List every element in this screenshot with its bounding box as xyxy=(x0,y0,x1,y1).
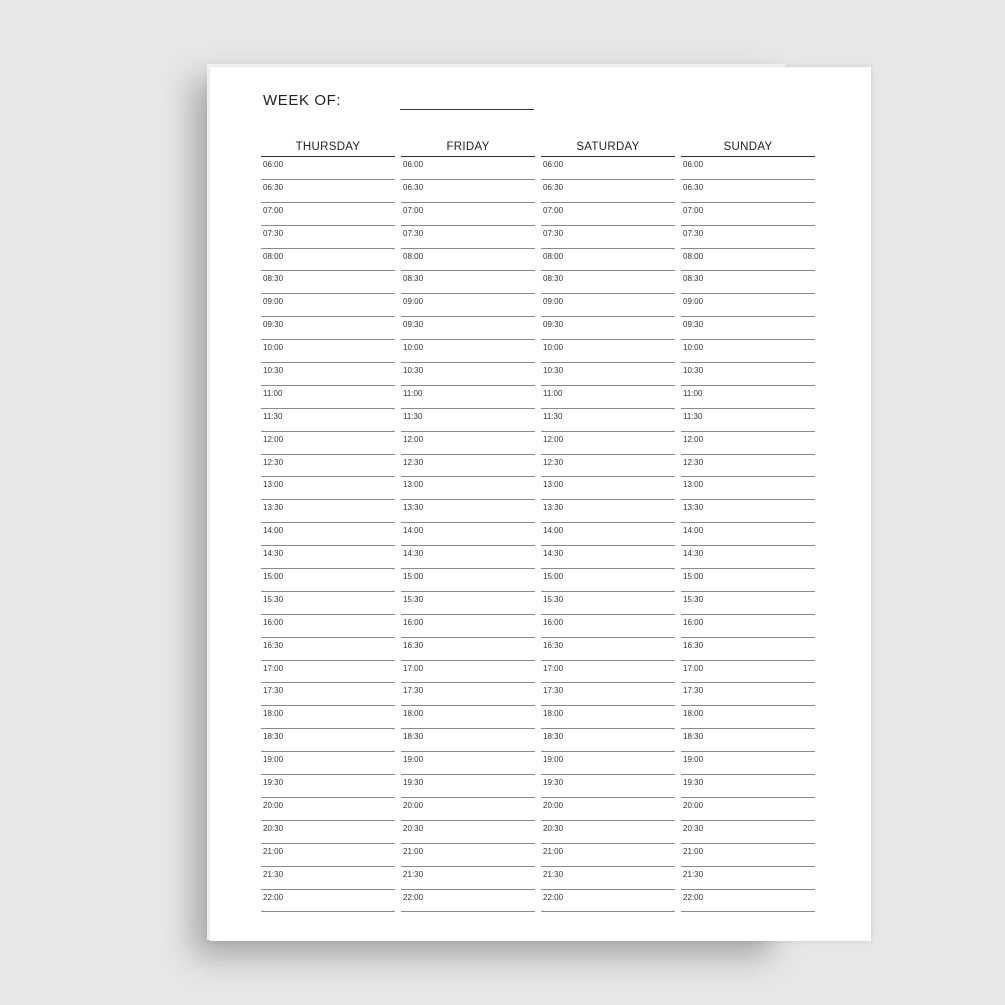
time-label: 09:30 xyxy=(263,320,284,330)
time-slot[interactable] xyxy=(681,638,815,661)
time-label: 08:30 xyxy=(543,274,564,284)
time-label: 12:00 xyxy=(543,434,564,444)
time-slot[interactable] xyxy=(401,477,535,500)
time-label: 19:30 xyxy=(263,778,284,788)
time-slot[interactable] xyxy=(681,340,815,363)
time-slot[interactable] xyxy=(541,363,675,386)
time-label: 11:00 xyxy=(263,388,283,398)
time-slot[interactable] xyxy=(401,752,535,775)
time-label: 07:30 xyxy=(263,228,284,238)
time-slot[interactable] xyxy=(261,752,395,775)
time-label: 16:00 xyxy=(263,617,284,627)
time-label: 20:30 xyxy=(263,823,284,833)
time-slot[interactable] xyxy=(541,638,675,661)
time-slot[interactable] xyxy=(541,867,675,890)
time-slot[interactable] xyxy=(681,683,815,706)
time-slot[interactable] xyxy=(261,523,395,546)
time-label: 08:00 xyxy=(543,251,564,261)
time-slots xyxy=(261,157,395,912)
time-slot[interactable] xyxy=(401,203,535,226)
time-label: 11:30 xyxy=(683,411,703,421)
time-label: 11:30 xyxy=(403,411,423,421)
time-label: 15:30 xyxy=(403,594,424,604)
time-label: 10:30 xyxy=(403,366,424,376)
time-slot[interactable] xyxy=(541,729,675,752)
time-slot[interactable] xyxy=(401,226,535,249)
time-slot[interactable] xyxy=(541,249,675,272)
time-slot[interactable] xyxy=(401,729,535,752)
time-slot[interactable] xyxy=(401,409,535,432)
time-slot[interactable] xyxy=(261,180,395,203)
time-label: 11:30 xyxy=(263,411,283,421)
time-label: 10:30 xyxy=(263,366,284,376)
time-label: 07:00 xyxy=(683,205,704,215)
time-label: 14:30 xyxy=(403,549,424,559)
time-label: 09:00 xyxy=(683,297,704,307)
day-header: THURSDAY xyxy=(261,139,395,157)
time-label: 10:00 xyxy=(543,343,564,353)
time-label: 16:30 xyxy=(263,640,284,650)
time-label: 21:30 xyxy=(403,869,424,879)
time-slot[interactable] xyxy=(401,615,535,638)
day-column-friday xyxy=(401,139,535,912)
time-slot[interactable] xyxy=(681,615,815,638)
time-slot[interactable] xyxy=(541,500,675,523)
time-slot[interactable] xyxy=(261,271,395,294)
time-slot[interactable] xyxy=(261,500,395,523)
time-label: 14:30 xyxy=(683,549,704,559)
time-label: 19:30 xyxy=(543,778,564,788)
time-slot[interactable] xyxy=(401,661,535,684)
time-slot[interactable] xyxy=(681,249,815,272)
time-label: 20:00 xyxy=(263,800,284,810)
time-label: 19:00 xyxy=(403,755,424,765)
time-label: 14:30 xyxy=(543,549,564,559)
time-slot[interactable] xyxy=(541,775,675,798)
time-slot[interactable] xyxy=(541,432,675,455)
time-slot[interactable] xyxy=(261,203,395,226)
time-label: 17:00 xyxy=(543,663,564,673)
time-slot[interactable] xyxy=(261,249,395,272)
time-slot[interactable] xyxy=(261,706,395,729)
time-label: 18:30 xyxy=(263,732,284,742)
time-label: 06:30 xyxy=(403,182,424,192)
time-label: 17:00 xyxy=(263,663,284,673)
time-slot[interactable] xyxy=(261,340,395,363)
time-slot[interactable] xyxy=(401,340,535,363)
time-slot[interactable] xyxy=(401,500,535,523)
time-slot[interactable] xyxy=(261,775,395,798)
time-label: 20:30 xyxy=(403,823,424,833)
time-slot[interactable] xyxy=(261,409,395,432)
time-label: 18:00 xyxy=(543,709,564,719)
time-label: 15:00 xyxy=(403,572,424,582)
time-label: 07:30 xyxy=(543,228,564,238)
time-slot[interactable] xyxy=(681,455,815,478)
time-slot[interactable] xyxy=(261,661,395,684)
time-label: 13:30 xyxy=(263,503,284,513)
time-slot[interactable] xyxy=(261,455,395,478)
time-label: 14:00 xyxy=(543,526,564,536)
time-label: 18:00 xyxy=(403,709,424,719)
time-label: 08:30 xyxy=(403,274,424,284)
time-label: 16:00 xyxy=(543,617,564,627)
time-slot[interactable] xyxy=(261,729,395,752)
day-column-thursday xyxy=(261,139,395,912)
time-label: 07:30 xyxy=(403,228,424,238)
time-slot[interactable] xyxy=(541,546,675,569)
time-slot[interactable] xyxy=(401,890,535,913)
time-label: 21:30 xyxy=(263,869,284,879)
time-label: 19:00 xyxy=(683,755,704,765)
time-slot[interactable] xyxy=(541,798,675,821)
time-label: 15:30 xyxy=(263,594,284,604)
time-slot[interactable] xyxy=(681,180,815,203)
time-label: 15:00 xyxy=(683,572,704,582)
time-label: 10:30 xyxy=(543,366,564,376)
time-slot[interactable] xyxy=(681,386,815,409)
time-label: 21:30 xyxy=(543,869,564,879)
time-slots xyxy=(681,157,815,912)
time-label: 07:00 xyxy=(543,205,564,215)
time-slot[interactable] xyxy=(681,867,815,890)
planner-page xyxy=(210,67,871,941)
time-label: 09:30 xyxy=(683,320,704,330)
time-label: 18:30 xyxy=(403,732,424,742)
time-slot[interactable] xyxy=(681,523,815,546)
time-label: 22:00 xyxy=(683,892,704,902)
time-slot[interactable] xyxy=(261,592,395,615)
time-slot[interactable] xyxy=(681,432,815,455)
time-slot[interactable] xyxy=(401,844,535,867)
time-label: 20:00 xyxy=(403,800,424,810)
time-label: 12:00 xyxy=(683,434,704,444)
time-slot[interactable] xyxy=(401,592,535,615)
time-label: 08:00 xyxy=(263,251,284,261)
time-slot[interactable] xyxy=(261,477,395,500)
time-label: 22:00 xyxy=(543,892,564,902)
time-label: 09:00 xyxy=(543,297,564,307)
time-label: 11:00 xyxy=(543,388,563,398)
time-slot[interactable] xyxy=(261,615,395,638)
time-slot[interactable] xyxy=(541,661,675,684)
time-label: 21:30 xyxy=(683,869,704,879)
time-slot[interactable] xyxy=(401,821,535,844)
time-slot[interactable] xyxy=(541,569,675,592)
time-label: 19:00 xyxy=(543,755,564,765)
time-label: 21:00 xyxy=(543,846,564,856)
time-slot[interactable] xyxy=(541,386,675,409)
time-slot[interactable] xyxy=(401,523,535,546)
time-slot[interactable] xyxy=(261,294,395,317)
time-label: 11:00 xyxy=(403,388,423,398)
time-label: 12:00 xyxy=(403,434,424,444)
time-slot[interactable] xyxy=(541,615,675,638)
time-slot[interactable] xyxy=(681,363,815,386)
time-slot[interactable] xyxy=(681,546,815,569)
time-slot[interactable] xyxy=(401,386,535,409)
time-label: 13:00 xyxy=(263,480,284,490)
time-label: 15:30 xyxy=(543,594,564,604)
time-label: 12:30 xyxy=(683,457,704,467)
time-slots xyxy=(401,157,535,912)
time-slot[interactable] xyxy=(541,317,675,340)
time-slot[interactable] xyxy=(261,683,395,706)
time-slot[interactable] xyxy=(681,775,815,798)
time-label: 12:30 xyxy=(543,457,564,467)
time-slot[interactable] xyxy=(541,180,675,203)
time-slot[interactable] xyxy=(401,249,535,272)
time-slot[interactable] xyxy=(261,798,395,821)
time-label: 17:00 xyxy=(403,663,424,673)
time-label: 09:00 xyxy=(403,297,424,307)
time-slot[interactable] xyxy=(681,798,815,821)
time-label: 18:00 xyxy=(263,709,284,719)
time-slot[interactable] xyxy=(261,821,395,844)
time-label: 10:00 xyxy=(263,343,284,353)
time-slot[interactable] xyxy=(401,432,535,455)
time-label: 08:30 xyxy=(683,274,704,284)
time-label: 06:00 xyxy=(403,160,424,169)
time-slot[interactable] xyxy=(541,203,675,226)
time-slot[interactable] xyxy=(401,775,535,798)
time-slot[interactable] xyxy=(681,890,815,913)
time-slot[interactable] xyxy=(541,294,675,317)
time-label: 17:30 xyxy=(683,686,704,696)
time-label: 18:30 xyxy=(543,732,564,742)
time-label: 13:00 xyxy=(683,480,704,490)
time-label: 21:00 xyxy=(683,846,704,856)
time-slot[interactable] xyxy=(261,363,395,386)
time-label: 10:00 xyxy=(403,343,424,353)
time-slot[interactable] xyxy=(681,592,815,615)
time-label: 20:30 xyxy=(543,823,564,833)
time-slot[interactable] xyxy=(681,271,815,294)
time-slot[interactable] xyxy=(401,363,535,386)
time-label: 11:30 xyxy=(543,411,563,421)
time-slot[interactable] xyxy=(681,203,815,226)
time-slot[interactable] xyxy=(261,844,395,867)
time-label: 09:30 xyxy=(543,320,564,330)
time-slot[interactable] xyxy=(681,729,815,752)
time-slot[interactable] xyxy=(401,638,535,661)
time-slot[interactable] xyxy=(261,226,395,249)
time-slot[interactable] xyxy=(401,867,535,890)
time-slot[interactable] xyxy=(541,271,675,294)
time-slot[interactable] xyxy=(681,706,815,729)
time-label: 07:00 xyxy=(263,205,284,215)
time-slot[interactable] xyxy=(261,432,395,455)
time-slot[interactable] xyxy=(541,844,675,867)
time-label: 12:30 xyxy=(263,457,284,467)
time-slot[interactable] xyxy=(541,752,675,775)
time-slot[interactable] xyxy=(541,409,675,432)
time-label: 22:00 xyxy=(403,892,424,902)
time-label: 06:30 xyxy=(543,182,564,192)
time-label: 06:00 xyxy=(543,160,564,169)
time-label: 17:30 xyxy=(403,686,424,696)
time-slot[interactable] xyxy=(681,844,815,867)
time-slots xyxy=(541,157,675,912)
time-label: 10:30 xyxy=(683,366,704,376)
time-slot[interactable] xyxy=(261,386,395,409)
time-slot[interactable] xyxy=(261,317,395,340)
time-slot[interactable] xyxy=(541,821,675,844)
time-label: 17:30 xyxy=(543,686,564,696)
time-slot[interactable] xyxy=(401,180,535,203)
time-slot[interactable] xyxy=(541,890,675,913)
time-label: 07:30 xyxy=(683,228,704,238)
time-slot[interactable] xyxy=(681,752,815,775)
time-label: 12:30 xyxy=(403,457,424,467)
time-slot[interactable] xyxy=(261,890,395,913)
time-label: 22:00 xyxy=(263,892,284,902)
time-slot[interactable] xyxy=(401,683,535,706)
time-label: 16:30 xyxy=(683,640,704,650)
time-slot[interactable] xyxy=(541,455,675,478)
time-slot[interactable] xyxy=(541,226,675,249)
time-label: 12:00 xyxy=(263,434,284,444)
time-slot[interactable] xyxy=(541,683,675,706)
time-label: 06:00 xyxy=(683,160,704,169)
time-label: 06:30 xyxy=(683,182,704,192)
time-slot[interactable] xyxy=(261,157,395,180)
time-slot[interactable] xyxy=(681,317,815,340)
time-label: 13:30 xyxy=(683,503,704,513)
time-label: 08:30 xyxy=(263,274,284,284)
time-label: 18:00 xyxy=(683,709,704,719)
time-label: 19:30 xyxy=(403,778,424,788)
time-slot[interactable] xyxy=(261,546,395,569)
time-label: 16:30 xyxy=(543,640,564,650)
time-label: 15:00 xyxy=(543,572,564,582)
time-slot[interactable] xyxy=(681,477,815,500)
time-slot[interactable] xyxy=(401,317,535,340)
time-label: 06:00 xyxy=(263,160,284,169)
time-label: 15:30 xyxy=(683,594,704,604)
time-label: 17:30 xyxy=(263,686,284,696)
time-label: 14:30 xyxy=(263,549,284,559)
time-label: 07:00 xyxy=(403,205,424,215)
time-slot[interactable] xyxy=(541,523,675,546)
time-label: 20:30 xyxy=(683,823,704,833)
time-slot[interactable] xyxy=(401,294,535,317)
time-label: 09:00 xyxy=(263,297,284,307)
time-label: 13:00 xyxy=(543,480,564,490)
time-label: 15:00 xyxy=(263,572,284,582)
time-slot[interactable] xyxy=(401,569,535,592)
time-slot[interactable] xyxy=(541,477,675,500)
day-header: FRIDAY xyxy=(401,139,535,157)
time-label: 14:00 xyxy=(263,526,284,536)
time-label: 21:00 xyxy=(263,846,284,856)
time-label: 11:00 xyxy=(683,388,703,398)
time-slot[interactable] xyxy=(401,706,535,729)
time-label: 20:00 xyxy=(683,800,704,810)
week-of-field xyxy=(263,92,535,112)
time-label: 20:00 xyxy=(543,800,564,810)
time-slot[interactable] xyxy=(681,500,815,523)
time-label: 10:00 xyxy=(683,343,704,353)
time-slot[interactable] xyxy=(541,592,675,615)
time-slot[interactable] xyxy=(401,546,535,569)
time-label: 08:00 xyxy=(683,251,704,261)
time-label: 16:30 xyxy=(403,640,424,650)
time-label: 14:00 xyxy=(403,526,424,536)
time-slot[interactable] xyxy=(541,706,675,729)
time-slot[interactable] xyxy=(681,226,815,249)
time-label: 08:00 xyxy=(403,251,424,261)
week-of-writing-line xyxy=(400,109,534,110)
day-column-saturday xyxy=(541,139,675,912)
time-slot[interactable] xyxy=(261,867,395,890)
day-column-sunday xyxy=(681,139,815,912)
time-slot[interactable] xyxy=(681,661,815,684)
time-label: 13:30 xyxy=(543,503,564,513)
time-slot[interactable] xyxy=(401,271,535,294)
time-label: 16:00 xyxy=(403,617,424,627)
time-label: 09:30 xyxy=(403,320,424,330)
day-header: SUNDAY xyxy=(681,139,815,157)
time-slot[interactable] xyxy=(681,821,815,844)
time-label: 14:00 xyxy=(683,526,704,536)
time-label: 06:30 xyxy=(263,182,284,192)
time-slot[interactable] xyxy=(541,340,675,363)
week-of-label: WEEK OF: xyxy=(263,92,342,109)
time-label: 21:00 xyxy=(403,846,424,856)
time-label: 17:00 xyxy=(683,663,704,673)
time-label: 13:00 xyxy=(403,480,424,490)
time-label: 13:30 xyxy=(403,503,424,513)
time-slot[interactable] xyxy=(681,409,815,432)
time-slot[interactable] xyxy=(261,638,395,661)
time-slot[interactable] xyxy=(401,798,535,821)
time-slot[interactable] xyxy=(401,455,535,478)
time-label: 16:00 xyxy=(683,617,704,627)
time-slot[interactable] xyxy=(261,569,395,592)
time-slot[interactable] xyxy=(681,294,815,317)
time-label: 18:30 xyxy=(683,732,704,742)
time-slot[interactable] xyxy=(681,569,815,592)
time-slot[interactable] xyxy=(681,157,815,180)
time-label: 19:30 xyxy=(683,778,704,788)
day-header: SATURDAY xyxy=(541,139,675,157)
time-slot[interactable] xyxy=(401,157,535,180)
time-slot[interactable] xyxy=(541,157,675,180)
time-label: 19:00 xyxy=(263,755,284,765)
